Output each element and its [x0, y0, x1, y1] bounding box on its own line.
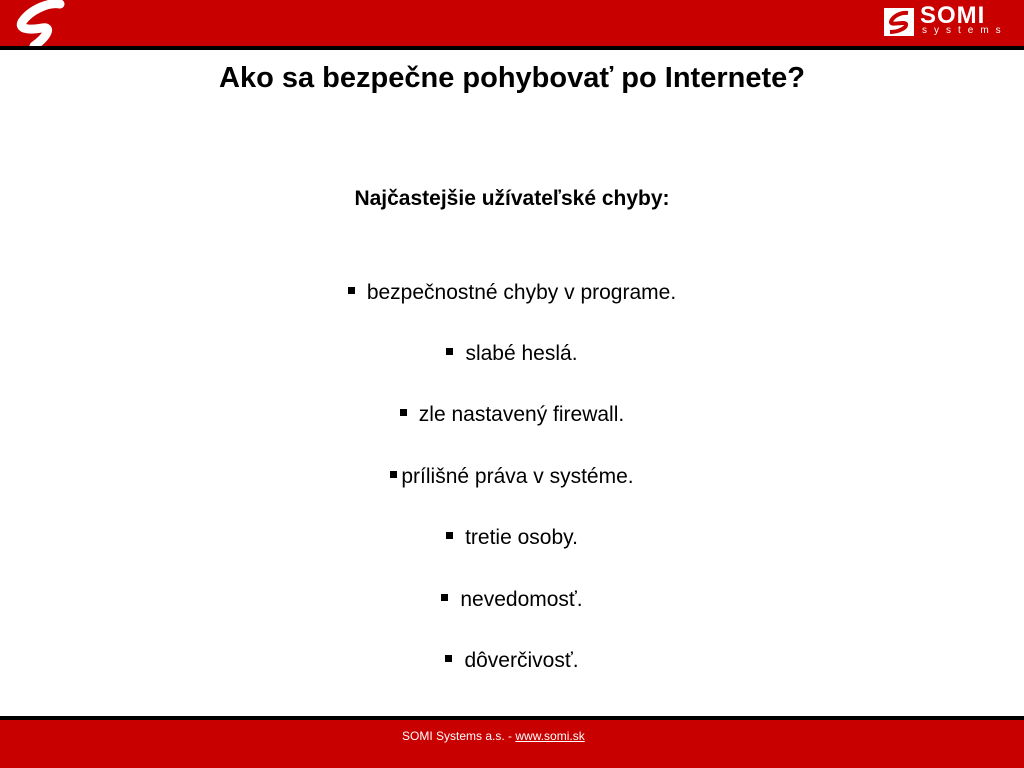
somi-systems-logo: SOMI systems [884, 6, 1014, 38]
footer-text: SOMI Systems a.s. - www.somi.sk [402, 729, 585, 743]
bullet-icon [446, 348, 453, 355]
bullet-icon [441, 594, 448, 601]
bullet-icon [445, 655, 452, 662]
bullet-icon [390, 471, 397, 478]
header-bar [0, 0, 1024, 46]
list-item: slabé heslá. [0, 342, 1024, 366]
page-title: Ako sa bezpečne pohybovať po Internete? [219, 62, 805, 94]
section-heading: Najčastejšie užívateľské chyby: [354, 187, 670, 210]
list-item: nevedomosť. [0, 588, 1024, 612]
bullet-icon [446, 532, 453, 539]
header-divider [0, 46, 1024, 50]
footer-bar [0, 720, 1024, 768]
list-item: tretie osoby. [0, 526, 1024, 550]
list-item: bezpečnostné chyby v programe. [0, 281, 1024, 305]
somi-mark-icon [884, 8, 914, 36]
list-item: prílišné práva v systéme. [0, 465, 1024, 489]
bullet-icon [400, 409, 407, 416]
website-link[interactable]: www.somi.sk [515, 729, 585, 743]
list-item: zle nastavený firewall. [0, 403, 1024, 427]
list-item: dôverčivosť. [0, 649, 1024, 673]
bullet-icon [348, 287, 355, 294]
s-logo-icon [8, 0, 74, 52]
